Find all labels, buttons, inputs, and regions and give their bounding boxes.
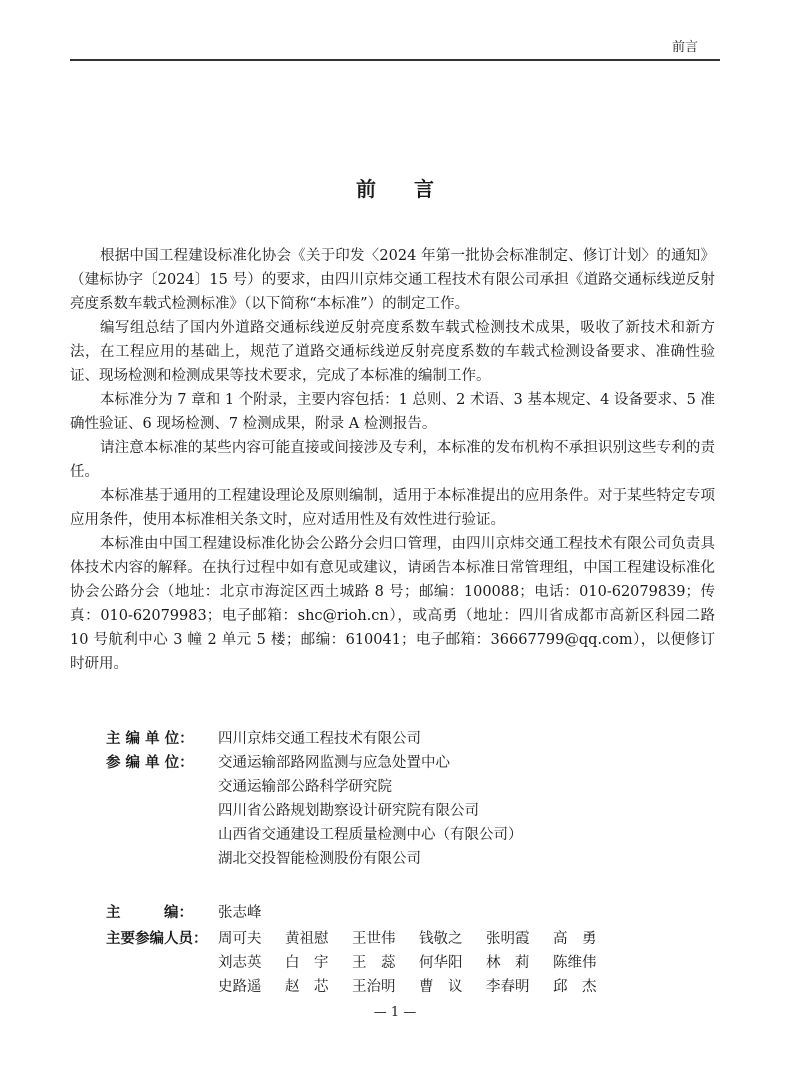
participant-row xyxy=(218,951,718,975)
participating-unit: 交通运输部路网监测与应急处置中心 xyxy=(218,755,450,771)
participant-row xyxy=(218,975,718,999)
participant-name: 钱敬之 xyxy=(419,931,463,947)
chief-unit-label: 主 编 单 位： xyxy=(106,730,194,747)
main-participants-label: 主要参编人员： xyxy=(106,930,208,947)
paragraph: 本标准分为 7 章和 1 个附录，主要内容包括：1 总则、2 术语、3 基本规定、4 设备要求、5 准确性验证、6 现场检测、7 检测成果，附录 A 检测报告。 xyxy=(70,392,715,432)
chief-editor: 张志峰 xyxy=(218,905,262,921)
participant-name: 曹 议 xyxy=(419,979,463,995)
participant-name: 白 宇 xyxy=(285,955,329,971)
participating-unit: 交通运输部公路科学研究院 xyxy=(218,779,392,795)
participant-name: 王治明 xyxy=(352,979,396,995)
running-header: 前言 xyxy=(672,40,699,55)
paragraph: 请注意本标准的某些内容可能直接或间接涉及专利，本标准的发布机构不承担识别这些专利的责任。 xyxy=(70,440,715,480)
paragraph: 本标准基于通用的工程建设理论及原则编制，适用于本标准提出的应用条件。对于某些特定专项应用条件，使用本标准相关条文时，应对适用性及有效性进行验证。 xyxy=(70,488,715,528)
participating-unit: 山西省交通建设工程质量检测中心（有限公司） xyxy=(218,827,523,843)
participant-name: 黄祖慰 xyxy=(285,931,329,947)
participant-name: 林 莉 xyxy=(486,955,530,971)
page-title: 前言 xyxy=(356,177,472,201)
participant-name: 史路遥 xyxy=(218,979,262,995)
participant-row xyxy=(218,927,718,951)
participant-name: 张明霞 xyxy=(486,931,530,947)
participant-name: 赵 芯 xyxy=(285,979,329,995)
paragraph: 编写组总结了国内外道路交通标线逆反射亮度系数车载式检测技术成果，吸收了新技术和新方法，在工程应用的基础上，规范了道路交通标线逆反射亮度系数的车载式检测设备要求、准确性验证、现场检测和检测成果等技术要求，完成了本标准的编制工作。 xyxy=(70,320,715,384)
participant-name: 周可夫 xyxy=(218,931,262,947)
participating-unit: 四川省公路规划勘察设计研究院有限公司 xyxy=(218,803,479,819)
participant-name: 刘志英 xyxy=(218,955,262,971)
participating-unit: 湖北交投智能检测股份有限公司 xyxy=(218,851,421,867)
chief-editor-label: 主 编： xyxy=(106,904,193,921)
chief-unit: 四川京炜交通工程技术有限公司 xyxy=(218,731,421,747)
paragraph: 根据中国工程建设标准化协会《关于印发〈2024 年第一批协会标准制定、修订计划〉的通知》（建标协字〔2024〕15 号）的要求，由四川京炜交通工程技术有限公司承担《道路交通标线逆反射亮度系数车载式检测标准》（以下简称“本标准”）的制定工作。 xyxy=(70,248,715,312)
participant-name: 王世伟 xyxy=(352,931,396,947)
participant-name: 陈维伟 xyxy=(553,955,597,971)
participant-name: 邱 杰 xyxy=(553,979,597,995)
header-divider xyxy=(70,59,720,61)
participating-units-label: 参 编 单 位： xyxy=(106,754,194,771)
page-number: — 1 — xyxy=(373,1005,417,1020)
participant-name: 何华阳 xyxy=(419,955,463,971)
paragraph: 本标准由中国工程建设标准化协会公路分会归口管理，由四川京炜交通工程技术有限公司负责具体技术内容的解释。在执行过程中如有意见或建议，请函告本标准日常管理组，中国工程建设标准化协会公路分会（地址：北京市海淀区西土城路 8 号；邮编：100088；电话：010-62079839；传真：010-62079983；电子邮箱：shc@rioh.cn），或高勇（地址：四川省成都市高新区科园二路 10 号航利中心 3 幢 2 单元 5 楼；邮编：610041；电子邮箱：36667799@qq.com），以便修订时研用。 xyxy=(70,536,715,672)
participant-name: 高 勇 xyxy=(553,931,597,947)
participant-name: 王 蕊 xyxy=(352,955,396,971)
participant-name: 李春明 xyxy=(486,979,530,995)
preface-body xyxy=(70,244,715,676)
